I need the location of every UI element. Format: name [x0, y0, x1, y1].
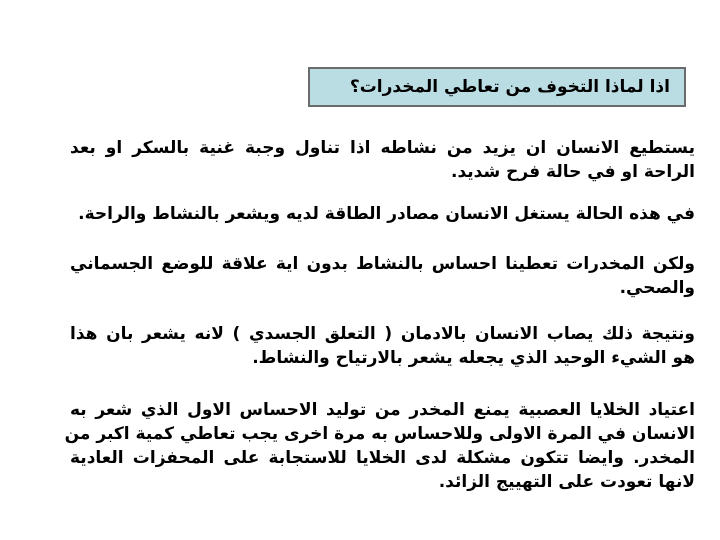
paragraph-line: الانسان في المرة الاولى وللاحساس به مرة اخرى يجب تعاطي كمية اكبر من	[64, 424, 695, 444]
slide-body	[64, 136, 695, 516]
slide-title: اذا لماذا التخوف من تعاطي المخدرات؟	[349, 77, 670, 97]
paragraph-line: المخدر. وايضا تتكون مشكلة لدى الخلايا للاستجابة على المحفزات العادية	[70, 448, 695, 468]
paragraph-2	[70, 202, 695, 226]
paragraph-line: لانها تعودت على التهييج الزائد.	[438, 472, 695, 492]
paragraph-line: ونتيجة ذلك يصاب الانسان بالادمان ( التعلق الجسدي ) لانه يشعر بان هذا	[70, 324, 695, 344]
paragraph-line: والصحي.	[619, 278, 695, 298]
paragraph-line: الراحة او في حالة فرح شديد.	[451, 162, 695, 182]
paragraph-line: هو الشيء الوحيد الذي يجعله يشعر بالارتياح والنشاط.	[252, 348, 695, 368]
paragraph-5	[64, 398, 695, 494]
paragraph-1	[70, 136, 695, 184]
paragraph-4	[70, 322, 695, 370]
paragraph-line: يستطيع الانسان ان يزيد من نشاطه اذا تناول وجبة غنية بالسكر او بعد	[70, 138, 695, 158]
slide-title-box	[308, 67, 686, 107]
paragraph-3	[70, 252, 695, 300]
paragraph-line: في هذه الحالة يستغل الانسان مصادر الطاقة لديه ويشعر بالنشاط والراحة.	[78, 204, 695, 224]
paragraph-line: اعتياد الخلايا العصبية يمنع المخدر من توليد الاحساس الاول الذي شعر به	[70, 400, 695, 420]
paragraph-line: ولكن المخدرات تعطينا احساس بالنشاط بدون اية علاقة للوضع الجسماني	[70, 254, 695, 274]
